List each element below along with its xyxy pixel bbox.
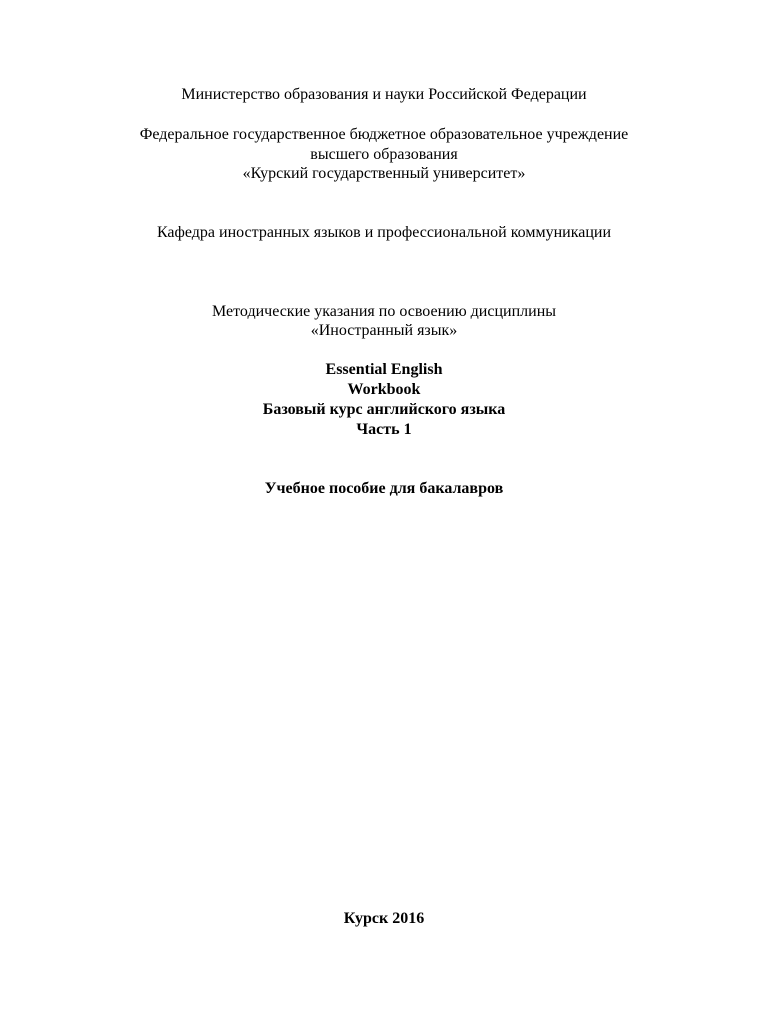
guidelines-line-2: «Иностранный язык» [310,322,458,339]
book-subtitle: Workbook [347,381,421,398]
department-line: Кафедра иностранных языков и профессиональной коммуникации [156,224,612,241]
guidelines-line-1: Методические указания по освоению дисциплины [212,303,556,320]
place-year: Курск 2016 [343,910,425,927]
ministry-line: Министерство образования и науки Российской Федерации [181,86,587,103]
audience-line: Учебное пособие для бакалавров [264,480,504,497]
institution-line-3: «Курский государственный университет» [242,165,526,182]
institution-line-2: высшего образования [310,146,458,163]
book-title: Essential English [325,361,443,378]
book-part: Часть 1 [356,421,412,438]
institution-line-1: Федеральное государственное бюджетное образовательное учреждение [139,126,629,143]
book-course: Базовый курс английского языка [262,401,506,418]
